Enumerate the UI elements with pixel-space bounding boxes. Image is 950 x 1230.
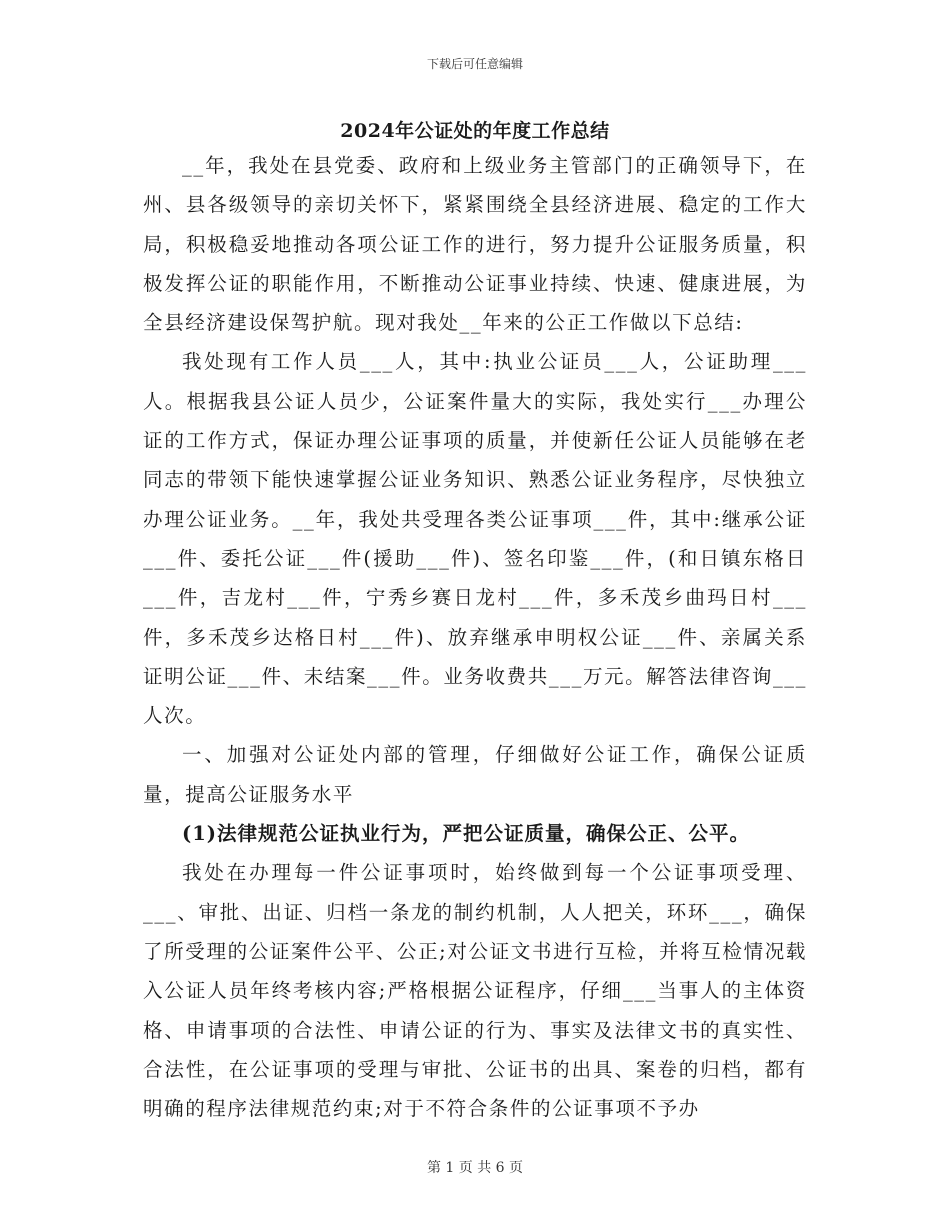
paragraph-staff-and-cases: 我处现有工作人员___人，其中:执业公证员___人，公证助理___人。根据我县公证人员少，公证案件量大的实际，我处实行___办理公证的工作方式，保证办理公证事项的质量，并使新任公证人员能够在老同志的带领下能快速掌握公证业务知识、熟悉公证业务程序，尽快独立办理公证业务。__年，我处共受理各类公证事项___件，其中:继承公证___件、委托公证___件(援助___件)、签名印鉴___件，(和日镇东格日___件，吉龙村___件，宁秀乡赛日龙村___件，多禾茂乡曲玛日村___件，多禾茂乡达格日村___件)、放弃继承申明权公证___件、亲属关系证明公证___件、未结案___件。业务收费共___万元。解答法律咨询___人次。 (143, 350, 807, 728)
paragraph-intro: __年，我处在县党委、政府和上级业务主管部门的正确领导下，在州、县各级领导的亲切关怀下，紧紧围绕全县经济进展、稳定的工作大局，积极稳妥地推动各项公证工作的进行，努力提升公证服务质量，积极发挥公证的职能作用，不断推动公证事业持续、快速、健康进展，为全县经济建设保驾护航。现对我处__年来的公正工作做以下总结: (143, 154, 807, 335)
page-number: 第 1 页 共 6 页 (426, 1160, 524, 1176)
section-heading-1: 一、加强对公证处内部的管理，仔细做好公证工作，确保公证质量，提高公证服务水平 (143, 743, 807, 806)
header-note: 下载后可任意编辑 (426, 57, 523, 71)
subsection-heading-1: (1)法律规范公证执业行为，严把公证质量，确保公正、公平。 (182, 822, 751, 846)
document-body (143, 146, 807, 1128)
paragraph-procedure: 我处在办理每一件公证事项时，始终做到每一个公证事项受理、___、审批、出证、归档一条龙的制约机制，人人把关，环环___，确保了所受理的公证案件公平、公正;对公证文书进行互检，并将互检情况载入公证人员年终考核内容;严格根据公证程序，仔细___当事人的主体资格、申请事项的合法性、申请公证的行为、事实及法律文书的真实性、合法性，在公证事项的受理与审批、公证书的出具、案卷的归档，都有明确的程序法律规范约束;对于不符合条件的公证事项不予办 (143, 861, 807, 1121)
document-title: 2024年公证处的年度工作总结 (340, 120, 610, 142)
